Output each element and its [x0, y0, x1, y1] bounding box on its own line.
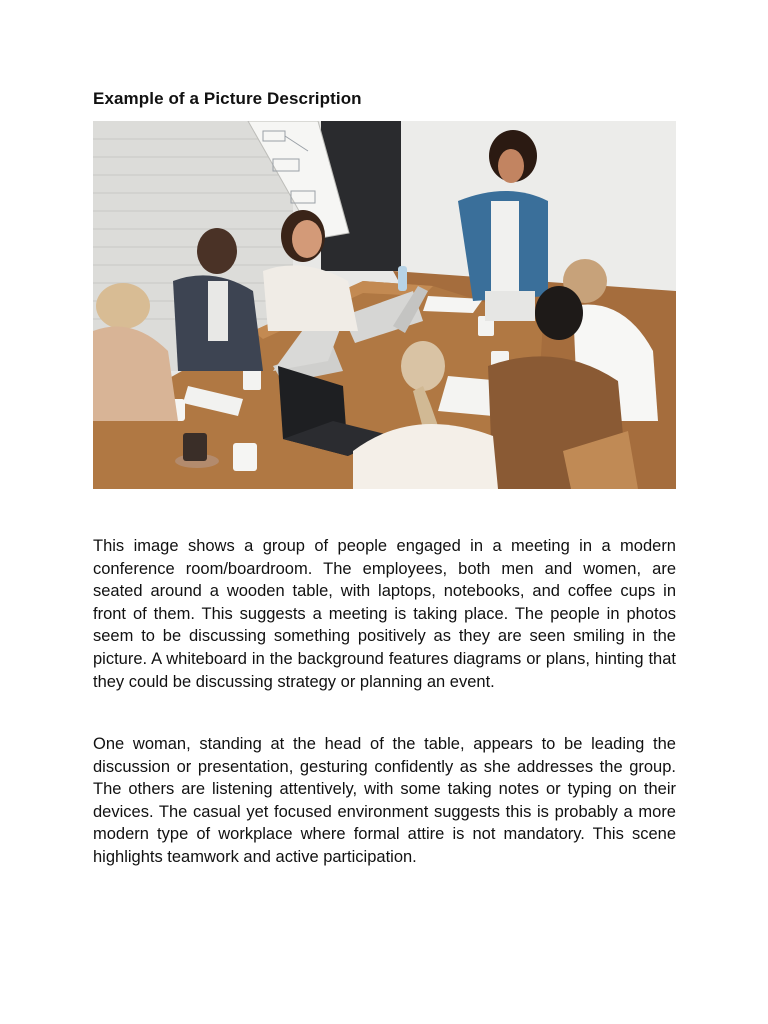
- body-paragraph-1: This image shows a group of people engaged in a meeting in a modern conference room/boardroom. The employees, both men and women, are seated around a wooden table, with laptops, notebooks, and coffee cups in front of them. This suggests a meeting is taking place. The people in photos seem to be discussing something positively as they are seen smiling in the picture. A whiteboard in the background features diagrams or plans, hinting that they could be discussing strategy or planning an event.: [93, 537, 676, 691]
- document-title: Example of a Picture Description: [93, 89, 362, 108]
- meeting-photo-illustration: [93, 121, 676, 489]
- meeting-photo: [93, 121, 676, 489]
- body-paragraph-2: One woman, standing at the head of the table, appears to be leading the discussion or presentation, gesturing confidently as she addresses the group. The others are listening attentively, with some taking notes or typing on their devices. The casual yet focused environment suggests this is probably a more modern type of workplace where formal attire is not mandatory. This scene highlights teamwork and active participation.: [93, 735, 676, 866]
